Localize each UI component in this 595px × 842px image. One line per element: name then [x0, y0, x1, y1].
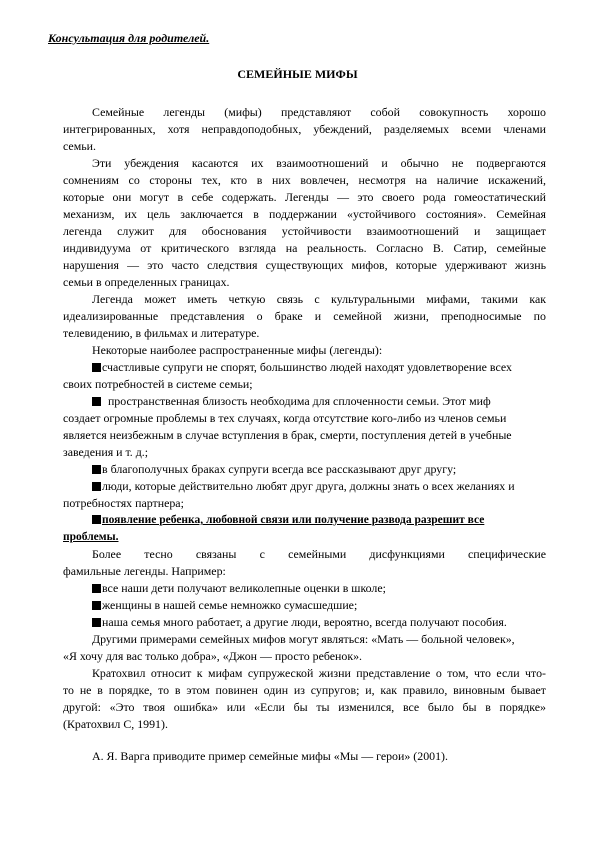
paragraph-line: идеализированные представления о браке и семейной жизни, преподносимые по — [63, 309, 546, 323]
paragraph-line: индивидуума от критического взгляда на реальность. Согласно В. Сатир, семейные — [63, 241, 546, 255]
paragraph-line: «Я хочу для вас только добра», «Джон — просто ребенок». — [63, 649, 363, 663]
bullet-continuation: заведения и т. д.; — [63, 445, 149, 459]
paragraph-line: сомнениям со стороны тех, кто в них вовлечен, несмотря на наличие искажений, — [63, 173, 546, 187]
paragraph-line: семьи. — [63, 139, 96, 153]
paragraph-line: которые они могут в себе содержать. Легенды — это своего рода гомеостатический — [63, 190, 546, 204]
bullet-item: в благополучных браках супруги всегда все рассказывают друг другу; — [92, 461, 456, 477]
paragraph-line: Семейные легенды (мифы) представляют собой совокупность хорошо — [92, 105, 546, 119]
paragraph-line: Эти убеждения касаются их взаимоотношений и обычно не подвергаются — [92, 156, 546, 170]
square-bullet-icon — [92, 363, 101, 372]
paragraph-line: (Кратохвил С, 1991). — [63, 717, 168, 731]
paragraph-line: телевидению, в фильмах и литературе. — [63, 326, 260, 340]
bullet-item: наша семья много работает, а другие люди, вероятно, всегда получают пособия. — [92, 614, 507, 630]
consultation-heading: Консультация для родителей. — [48, 31, 210, 45]
paragraph-line: семьи в определенных границах. — [63, 275, 230, 289]
paragraph-line: фамильные легенды. Например: — [63, 564, 226, 578]
closing-line: А. Я. Варга приводите пример семейные мифы «Мы — герои» (2001). — [92, 749, 448, 763]
square-bullet-icon — [92, 465, 101, 474]
square-bullet-icon — [92, 482, 101, 491]
paragraph-line: механизм, их цель заключается в поддержании «устойчивого состояния». Семейная — [63, 207, 546, 221]
bullet-continuation: является неизбежным в случае вступления в брак, смерти, поступления детей в учебные — [63, 428, 512, 442]
paragraph-line: интегрированных, хотя неправдоподобных, убеждений, разделяемых всеми членами — [63, 122, 546, 136]
paragraph-line: Кратохвил относит к мифам супружеской жизни представление о том, что если что- — [92, 666, 546, 680]
bullet-item: люди, которые действительно любят друг друга, должны знать о всех желаниях и — [92, 478, 515, 494]
paragraph-line: то не в порядке, то в этом повинен один из супругов; и, как правило, виновным бывает — [63, 683, 546, 697]
bullet-continuation: своих потребностей в системе семьи; — [63, 377, 253, 391]
bullet-item-emphasized: появление ребенка, любовной связи или получение развода разрешит все — [92, 512, 484, 528]
paragraph-line: легенда служит для обоснования устойчивости взаимоотношений и защищает — [63, 224, 546, 238]
square-bullet-icon — [92, 397, 101, 406]
bullet-item: все наши дети получают великолепные оценки в школе; — [92, 580, 386, 596]
bullet-continuation: создает огромные проблемы в тех случаях, когда отсутствие кого-либо из членов семьи — [63, 411, 507, 425]
bullet-item: счастливые супруги не спорят, большинство людей находят удовлетворение всех — [92, 359, 512, 375]
paragraph-line: Легенда может иметь четкую связь с культуральными мифами, такими как — [92, 292, 546, 306]
paragraph-line: Другими примерами семейных мифов могут являться: «Мать — больной человек», — [92, 632, 515, 646]
square-bullet-icon — [92, 515, 101, 524]
bullet-item: женщины в нашей семье немножко сумасшедшие; — [92, 597, 357, 613]
paragraph-line: Более тесно связаны с семейными дисфункциями специфические — [92, 547, 546, 561]
square-bullet-icon — [92, 601, 101, 610]
square-bullet-icon — [92, 618, 101, 627]
page-title: СЕМЕЙНЫЕ МИФЫ — [237, 67, 358, 81]
square-bullet-icon — [92, 584, 101, 593]
bullet-item: пространственная близость необходима для сплоченности семьи. Этот миф — [92, 393, 491, 409]
paragraph-line: Некоторые наиболее распространенные мифы (легенды): — [92, 343, 383, 357]
bullet-continuation: потребностях партнера; — [63, 496, 184, 510]
bullet-continuation-emphasized: проблемы. — [63, 531, 119, 543]
paragraph-line: нарушения — это часто следствия существующих мифов, которые удерживают жизнь — [63, 258, 546, 272]
paragraph-line: другой: «Это твоя ошибка» или «Если бы ты изменился, все было бы в порядке» — [63, 700, 546, 714]
